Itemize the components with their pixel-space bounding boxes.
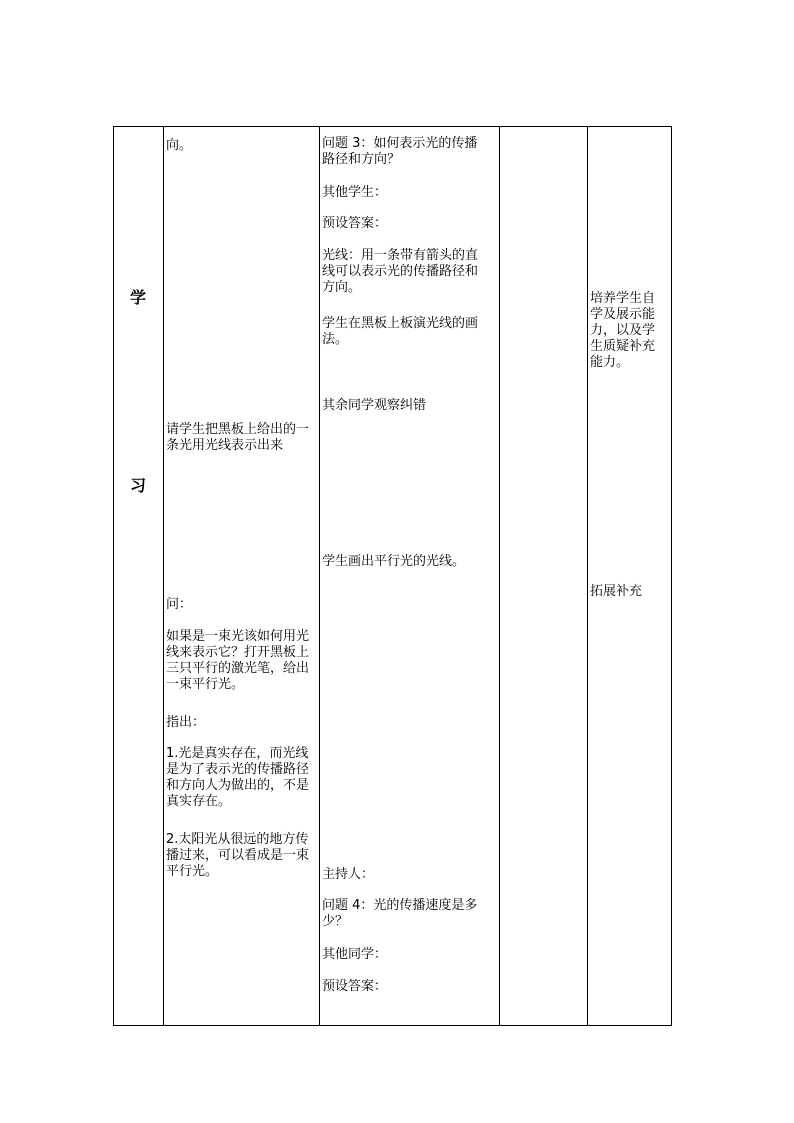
text-line: 平行光。 (166, 864, 219, 879)
teacher-paragraph (166, 597, 192, 613)
text-line: 问： (166, 597, 193, 612)
student-paragraph (322, 554, 465, 570)
text-line: 预设答案： (322, 216, 388, 231)
teacher-paragraph (166, 746, 309, 810)
text-line: 指出： (166, 715, 206, 730)
student-paragraph (322, 979, 387, 995)
teacher-paragraph (166, 715, 205, 731)
text-line: 和方向人为做出的，不是 (166, 778, 310, 793)
teacher-paragraph (166, 629, 309, 693)
text-line: 学生画出平行光的光线。 (322, 554, 466, 569)
student-paragraph (322, 947, 387, 963)
text-line: 学生在黑板上板演光线的画 (322, 316, 479, 331)
text-line: 方向。 (322, 280, 362, 295)
text-line: 问题 3：如何表示光的传播 (322, 136, 478, 151)
text-line: 主持人： (322, 867, 375, 882)
student-paragraph (322, 216, 387, 232)
text-line: 三只平行的激光笔，给出 (166, 661, 310, 676)
text-line: 生质疑补充 (590, 339, 656, 354)
student-paragraph (322, 867, 374, 883)
stage-char-top: 学 (129, 288, 146, 307)
student-paragraph (322, 898, 477, 930)
text-line: 少？ (322, 914, 349, 929)
student-paragraph (322, 136, 477, 168)
student-paragraph (322, 398, 426, 414)
intent-paragraph (590, 584, 642, 600)
text-line: 是为了表示光的传播路径 (166, 762, 310, 777)
text-line: 其他同学： (322, 947, 388, 962)
text-line: 播过来，可以看成是一束 (166, 848, 310, 863)
text-line: 能力。 (590, 355, 630, 370)
text-line: 法。 (322, 332, 349, 347)
student-paragraph (322, 248, 478, 296)
text-line: 1.光是真实存在，而光线 (166, 746, 309, 761)
stage-char-bottom: 习 (129, 476, 146, 495)
teacher-activity-cell (164, 127, 319, 1025)
text-line: 学及展示能 (590, 307, 656, 322)
text-line: 请学生把黑板上给出的一 (166, 422, 310, 437)
text-line: 其他学生： (322, 185, 388, 200)
stage-cell (114, 127, 163, 1025)
text-line: 一束平行光。 (166, 677, 245, 692)
student-paragraph (322, 316, 478, 348)
text-line: 其余同学观察纠错 (322, 398, 427, 413)
teacher-paragraph (166, 422, 309, 454)
text-line: 问题 4：光的传播速度是多 (322, 898, 478, 913)
text-line: 2.太阳光从很远的地方传 (166, 832, 309, 847)
text-line: 条光用光线表示出来 (166, 438, 284, 453)
design-intent-cell (588, 127, 672, 1025)
student-paragraph (322, 185, 387, 201)
lesson-table (113, 126, 672, 1026)
text-line: 预设答案： (322, 979, 388, 994)
student-activity-cell (320, 127, 499, 1025)
text-line: 培养学生自 (590, 291, 656, 306)
text-line: 力，以及学 (590, 323, 656, 338)
teacher-paragraph (166, 138, 192, 154)
teacher-paragraph (166, 832, 309, 880)
text-line: 如果是一束光该如何用光 (166, 629, 310, 644)
text-line: 光线：用一条带有箭头的直 (322, 248, 479, 263)
text-line: 拓展补充 (590, 584, 643, 599)
text-line: 向。 (166, 138, 193, 153)
text-line: 线来表示它？打开黑板上 (166, 645, 310, 660)
text-line: 路径和方向？ (322, 152, 401, 167)
text-line: 线可以表示光的传播路径和 (322, 264, 479, 279)
empty-cell (500, 127, 587, 1025)
text-line: 真实存在。 (166, 794, 232, 809)
intent-paragraph (590, 291, 655, 371)
